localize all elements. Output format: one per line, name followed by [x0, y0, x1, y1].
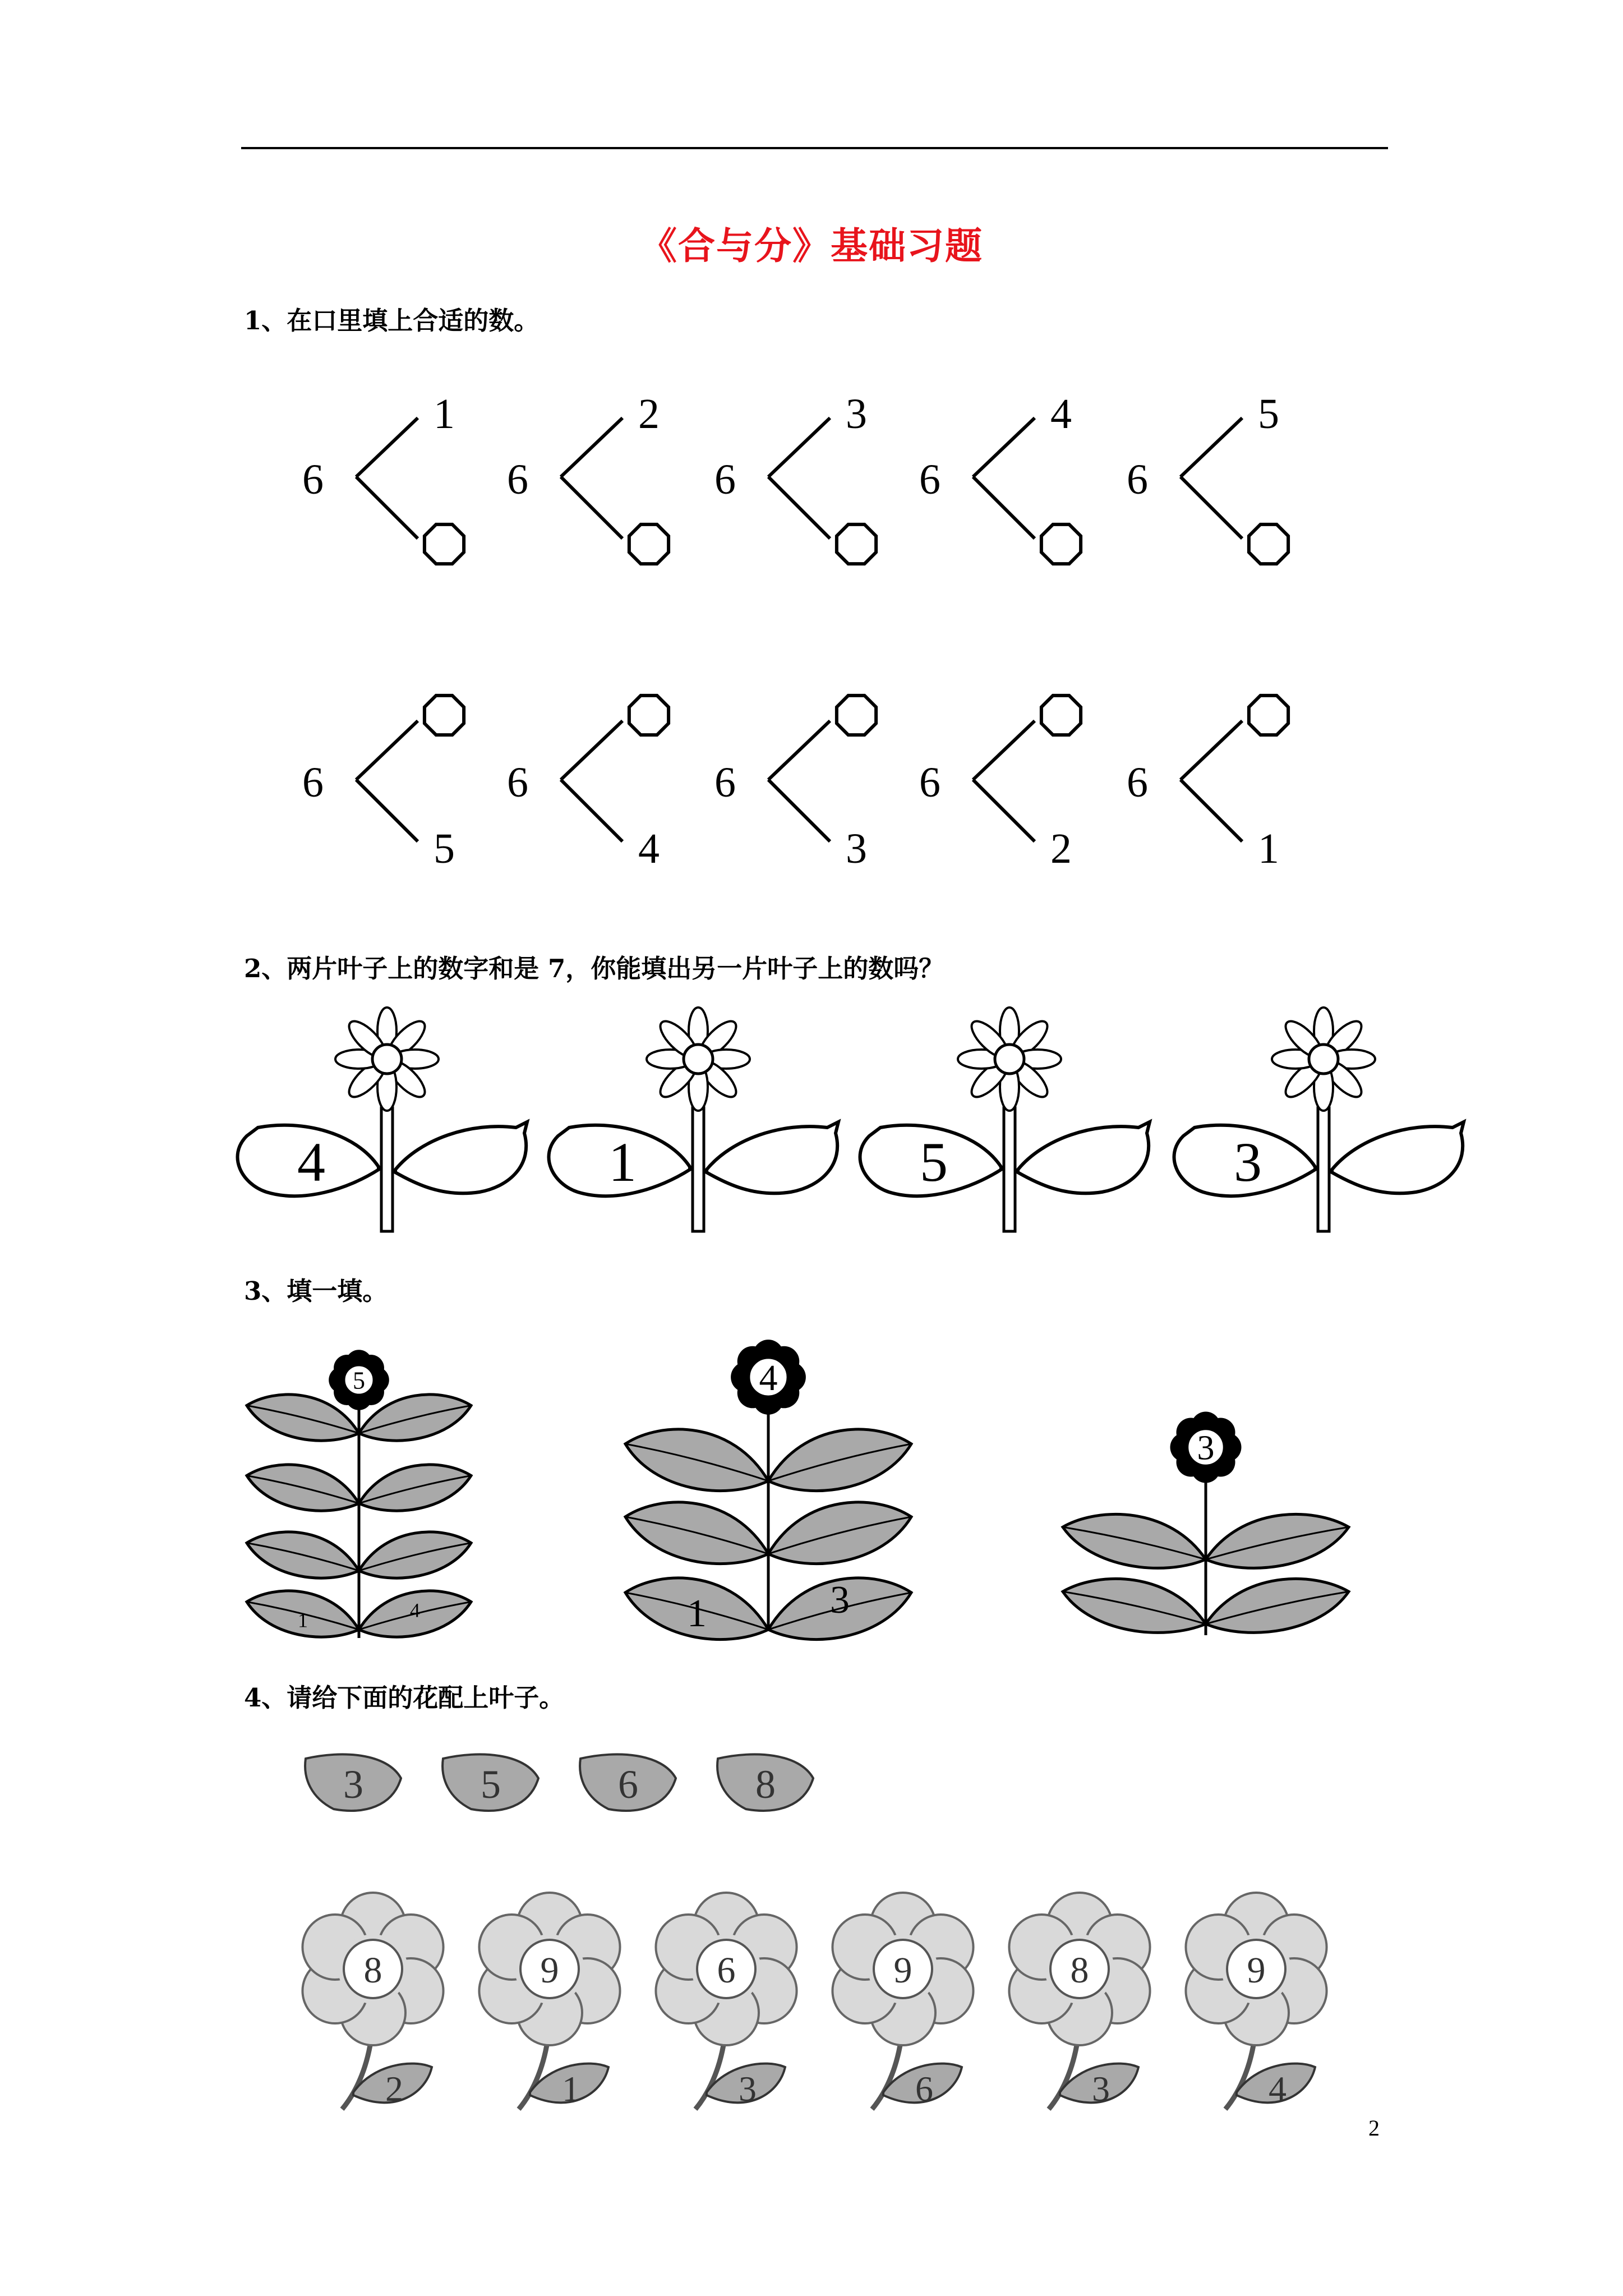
branch-line	[561, 780, 623, 841]
split-tree	[507, 696, 668, 872]
answer-circle	[629, 524, 668, 564]
stem	[1004, 1108, 1015, 1231]
split-tree	[1127, 696, 1288, 872]
flower-number: 6	[717, 1950, 736, 1991]
leaf-number: 6	[618, 1762, 638, 1807]
leaf-number: 8	[755, 1762, 776, 1807]
bottom-number: 2	[1050, 825, 1072, 872]
branch-line	[1181, 477, 1242, 539]
total-number: 6	[302, 759, 324, 806]
split-tree	[919, 390, 1081, 564]
branch-line	[561, 418, 623, 477]
flower-center	[995, 1045, 1024, 1074]
stem-leaf-number: 3	[739, 2069, 757, 2109]
flower-number: 9	[893, 1950, 912, 1991]
right-leaf-number: 3	[830, 1579, 850, 1622]
branch-line	[768, 418, 830, 477]
question-2: 2、两片叶子上的数字和是 7，你能填出另一片叶子上的数吗？	[244, 954, 944, 983]
stem-leaf-number: 6	[915, 2069, 933, 2109]
right-leaf-empty	[1332, 1122, 1464, 1193]
split-tree	[507, 390, 668, 564]
total-number: 6	[714, 456, 736, 503]
flower-number: 3	[1197, 1429, 1215, 1467]
top-number: 4	[1050, 390, 1072, 438]
total-number: 6	[302, 456, 324, 503]
q4-flower	[1186, 1893, 1326, 2109]
q3-plant	[625, 1340, 911, 1639]
top-number: 2	[638, 390, 660, 438]
total-number: 6	[714, 759, 736, 806]
total-number: 6	[1127, 759, 1148, 806]
flower-center	[1309, 1045, 1338, 1074]
q4-flower	[302, 1893, 443, 2109]
leaf-number: 3	[1234, 1131, 1262, 1193]
leaf-number: 4	[297, 1131, 325, 1193]
leaf-number: 1	[608, 1131, 637, 1193]
branch-line	[768, 780, 830, 841]
branch-line	[768, 477, 830, 539]
right-leaf-empty	[707, 1122, 838, 1193]
bottom-number: 5	[434, 825, 455, 872]
question-1: 1、在口里填上合适的数。	[244, 306, 540, 335]
bottom-number: 4	[638, 825, 660, 872]
answer-circle	[1249, 524, 1288, 564]
stem-leaf-number: 3	[1092, 2069, 1110, 2109]
answer-circle	[837, 696, 876, 735]
answer-circle	[837, 524, 876, 564]
q3-plant	[247, 1350, 471, 1638]
flower-number: 9	[540, 1950, 559, 1991]
flower-center	[372, 1045, 402, 1074]
total-number: 6	[1127, 456, 1148, 503]
split-tree	[714, 390, 876, 564]
branch-line	[973, 780, 1035, 841]
total-number: 6	[919, 456, 940, 503]
daisy-flower	[1166, 1007, 1464, 1231]
page-title: 《合与分》基础习题	[640, 224, 983, 268]
answer-circle	[1041, 524, 1081, 564]
daisy-flower	[230, 1007, 527, 1231]
flower-center	[684, 1045, 713, 1074]
q3-plants	[247, 1340, 1349, 1639]
branch-line	[973, 721, 1035, 780]
split-tree	[302, 696, 464, 872]
stem	[1318, 1108, 1329, 1231]
left-leaf-number: 1	[687, 1592, 707, 1635]
left-leaf-number: 1	[298, 1609, 308, 1632]
branch-line	[1181, 418, 1242, 477]
split-tree	[302, 390, 464, 564]
q3-plant	[1063, 1412, 1349, 1635]
answer-circle	[1249, 696, 1288, 735]
flower-number: 8	[363, 1950, 382, 1991]
page-number: 2	[1368, 2115, 1380, 2141]
branch-line	[356, 418, 418, 477]
top-number: 1	[434, 390, 455, 438]
q4-flower	[832, 1893, 973, 2109]
leaf-number: 5	[481, 1762, 501, 1807]
bottom-number: 1	[1258, 825, 1279, 872]
stem-leaf-number: 1	[562, 2069, 580, 2109]
q4-leaves-and-flowers	[302, 1754, 1326, 2109]
branch-line	[973, 418, 1035, 477]
stem-leaf-number: 2	[385, 2069, 403, 2109]
right-leaf-empty	[395, 1122, 527, 1193]
split-tree	[714, 696, 876, 872]
flower-number: 8	[1070, 1950, 1089, 1991]
total-number: 6	[507, 759, 528, 806]
question-3: 3、填一填。	[244, 1276, 388, 1306]
answer-circle	[1041, 696, 1081, 735]
top-number: 3	[846, 390, 867, 438]
right-leaf-number: 4	[410, 1599, 420, 1622]
answer-circle	[629, 696, 668, 735]
branch-line	[356, 477, 418, 539]
total-number: 6	[919, 759, 940, 806]
leaf-number: 5	[920, 1131, 948, 1193]
loose-leaf	[442, 1754, 538, 1811]
branch-line	[356, 721, 418, 780]
stem-leaf-number: 4	[1269, 2069, 1287, 2109]
right-leaf-empty	[1018, 1122, 1150, 1193]
flower-number: 9	[1247, 1950, 1266, 1991]
branch-line	[561, 477, 623, 539]
q2-flowers	[230, 1007, 1464, 1231]
loose-leaf	[580, 1754, 676, 1811]
stem	[381, 1108, 393, 1231]
stem	[693, 1108, 704, 1231]
question-4: 4、请给下面的花配上叶子。	[244, 1683, 565, 1713]
leaf-number: 3	[343, 1762, 363, 1807]
total-number: 6	[507, 456, 528, 503]
branch-line	[1181, 780, 1242, 841]
q4-flower	[479, 1893, 620, 2109]
daisy-flower	[852, 1007, 1150, 1231]
flower-number: 5	[353, 1366, 365, 1395]
branch-line	[1181, 721, 1242, 780]
loose-leaf	[305, 1754, 401, 1811]
loose-leaf	[717, 1754, 813, 1811]
answer-circle	[425, 696, 464, 735]
bottom-number: 3	[846, 825, 867, 872]
split-tree	[919, 696, 1081, 872]
top-number: 5	[1258, 390, 1279, 438]
branch-line	[561, 721, 623, 780]
branch-line	[356, 780, 418, 841]
q1-split-trees	[302, 390, 1288, 872]
answer-circle	[425, 524, 464, 564]
branch-line	[973, 477, 1035, 539]
q4-flower	[656, 1893, 796, 2109]
q4-flower	[1009, 1893, 1150, 2109]
flower-number: 4	[759, 1358, 778, 1399]
branch-line	[768, 721, 830, 780]
daisy-flower	[541, 1007, 838, 1231]
split-tree	[1127, 390, 1288, 564]
